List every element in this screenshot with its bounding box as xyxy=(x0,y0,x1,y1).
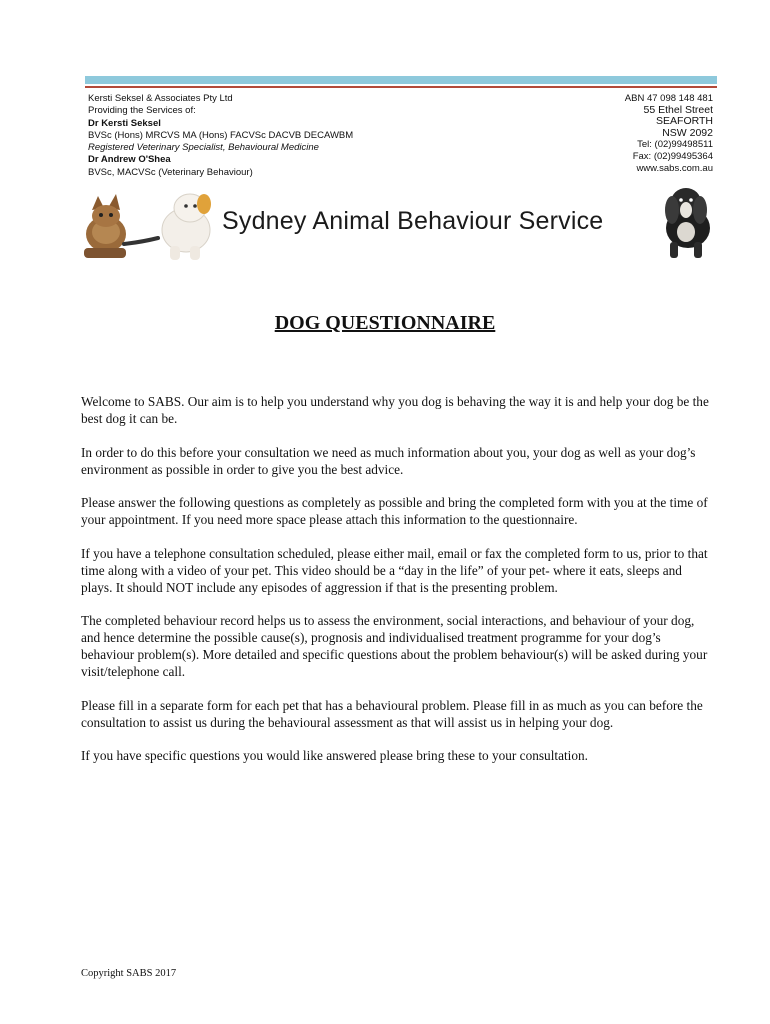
doctor-qualifications-1: BVSc (Hons) MRCVS MA (Hons) FACVSc DACVB DECAWBM xyxy=(88,129,354,141)
doctor-specialty-1: Registered Veterinary Specialist, Behavioural Medicine xyxy=(88,142,319,154)
state-postcode: NSW 2092 xyxy=(662,126,713,139)
contact-details xyxy=(625,93,713,174)
fax: Fax: (02)99495364 xyxy=(632,150,713,162)
copyright-footer: Copyright SABS 2017 xyxy=(81,968,177,979)
header-rule xyxy=(85,86,717,88)
street-address: 55 Ethel Street xyxy=(643,103,713,116)
intro-text xyxy=(81,393,713,781)
website: www.sabs.com.au xyxy=(636,162,713,174)
paragraph: If you have specific questions you would like answered please bring these to your consultation. xyxy=(81,748,589,763)
practice-details xyxy=(88,93,353,179)
paragraph: If you have a telephone consultation scheduled, please either mail, email or fax the completed form to us, prior to that time along with a video of your pet. This video should be a “day in the life” of your pet- where it eats, sleeps and plays. It should NOT include any episodes of aggression if that is the presenting problem. xyxy=(81,545,708,595)
doctor-qualifications-2: BVSc, MACVSc (Veterinary Behaviour) xyxy=(88,166,253,178)
logo-pets-left xyxy=(80,186,220,267)
cat-icon xyxy=(84,194,158,258)
paragraph: In order to do this before your consultation we need as much information about you, your dog as well as your dog’s environment as possible in order to give you the best advice. xyxy=(81,444,696,477)
page-title xyxy=(0,312,770,335)
paragraph: Please fill in a separate form for each pet that has a behavioural problem. Please fill in as much as you can before the consultation to assist us during the behavioural assessment as that will assist us in helping your dog. xyxy=(81,697,703,730)
paragraph: The completed behaviour record helps us to assess the environment, social interactions, and behaviour of your dog, and hence determine the possible cause(s), prognosis and individualised treatment programme for your dog’s behaviour problem(s). More detailed and specific questions about the problem behaviour(s) will be asked during your visit/telephone call. xyxy=(81,613,708,679)
doctor-name-2: Dr Andrew O'Shea xyxy=(88,154,171,166)
puppy-icon xyxy=(162,194,211,260)
services-label: Providing the Services of: xyxy=(88,105,196,117)
dog-icon xyxy=(665,188,710,258)
abn: ABN 47 098 148 481 xyxy=(624,93,713,104)
suburb: SEAFORTH xyxy=(656,115,713,128)
paragraph: Please answer the following questions as completely as possible and bring the completed form with you at the time of your appointment. If you need more space please attach this information to the questionnaire. xyxy=(81,495,708,527)
logo-pets-right xyxy=(656,184,716,265)
telephone: Tel: (02)99498511 xyxy=(637,139,713,151)
page-title-text: DOG QUESTIONNAIRE xyxy=(274,312,496,334)
header-accent-bar xyxy=(85,76,717,84)
company-name: Kersti Seksel & Associates Pty Ltd xyxy=(88,93,233,104)
logo-wordmark: Sydney Animal Behaviour Service xyxy=(222,207,604,235)
paragraph: Welcome to SABS. Our aim is to help you understand why you dog is behaving the way it is and help your dog be the best dog it can be. xyxy=(81,394,709,426)
doctor-name-1: Dr Kersti Seksel xyxy=(88,117,161,129)
